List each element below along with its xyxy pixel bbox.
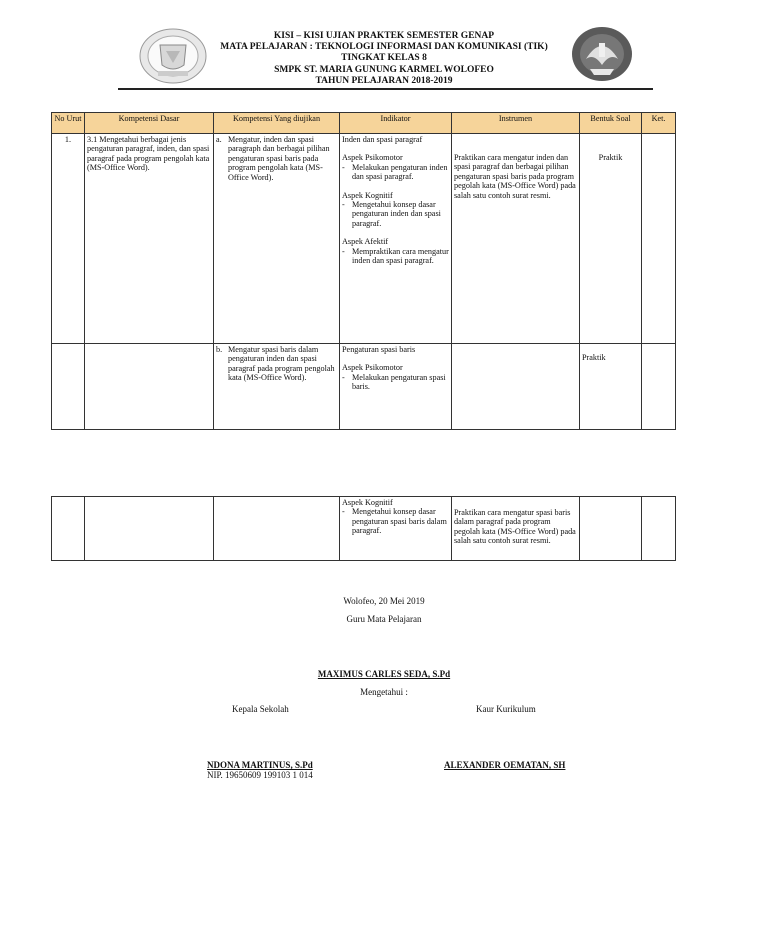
row3-no	[52, 497, 85, 561]
row1-ket	[642, 134, 676, 344]
row2-no	[52, 344, 85, 430]
row1-indikator: Inden dan spasi paragraf Aspek Psikomotor - Melakukan pengaturan inden dan spasi paragraf. Aspek Kognitif - Mengetahui konsep dasar pengaturan inden dan spasi paragraf. Aspek Afektif - Mempraktikan cara mengatur inden dan spasi paragraf.	[340, 134, 452, 344]
row3-kd	[85, 497, 214, 561]
row3-kog-item: Mengetahui konsep dasar pengaturan spasi baris dalam paragraf.	[352, 507, 447, 536]
continuation-table	[51, 496, 676, 561]
row1-afek-title: Aspek Afektif	[342, 237, 389, 247]
row3-kyd	[214, 497, 340, 561]
row2-kyd-text: Mengatur spasi baris dalam pengaturan inden dan spasi paragraf pada program pengolah kata (MS-Office Word).	[228, 345, 335, 383]
row1-no: 1.	[52, 134, 85, 344]
row2-indikator: Pengaturan spasi baris Aspek Psikomotor - Melakukan pengaturan spasi baris.	[340, 344, 452, 430]
row3-instrumen: Praktikan cara mengatur spasi baris dalam paragraf pada program pegolah kata (MS-Office Word) pada salah satu contoh surat resmi.	[452, 497, 580, 561]
row2-ind-title: Pengaturan spasi baris	[342, 345, 416, 354]
row2-kd	[85, 344, 214, 430]
row1-kyd-marker: a.	[216, 135, 222, 144]
header-line-1: KISI – KISI UJIAN PRAKTEK SEMESTER GENAP	[273, 31, 495, 41]
row1-afek-item: Mempraktikan cara mengatur inden dan spasi paragraf.	[352, 246, 449, 266]
teacher-role: Guru Mata Pelajaran	[346, 614, 422, 624]
acknowledged-label: Mengetahui :	[360, 687, 408, 697]
row2-kyd	[214, 344, 340, 430]
row3-kog-title: Aspek Kognitif	[342, 498, 393, 507]
col-header-kd: Kompetensi Dasar	[85, 113, 214, 134]
col-header-ket: Ket.	[642, 113, 676, 134]
header-line-4: SMPK ST. MARIA GUNUNG KARMEL WOLOFEO	[274, 65, 494, 75]
table-row	[52, 344, 676, 430]
row2-psiko-item: Melakukan pengaturan spasi baris.	[352, 372, 446, 392]
row2-ket	[642, 344, 676, 430]
row1-kog-title: Aspek Kognitif	[342, 190, 393, 200]
row1-kog-item: Mengetahui konsep dasar pengaturan inden dan spasi paragraf.	[352, 200, 441, 228]
table-row	[52, 497, 676, 561]
header-line-3: TINGKAT KELAS 8	[341, 53, 427, 63]
row2-psiko-title: Aspek Psikomotor	[342, 363, 403, 373]
col-header-bentuk: Bentuk Soal	[580, 113, 642, 134]
header-line-5: TAHUN PELAJARAN 2018-2019	[315, 76, 453, 86]
header-divider	[118, 88, 653, 90]
row2-kyd-marker: b.	[216, 345, 223, 354]
table-row	[52, 134, 676, 344]
grid-table	[51, 112, 676, 430]
col-header-instrumen: Instrumen	[452, 113, 580, 134]
teacher-name: MAXIMUS CARLES SEDA, S.Pd	[317, 669, 451, 679]
curriculum-title: Kaur Kurikulum	[476, 704, 536, 714]
table-header-row	[52, 113, 676, 134]
row1-kd: 3.1 Mengetahui berbagai jenis pengaturan paragraf, inden, dan spasi paragraf pada program pengolah kata (MS-Office Word).	[85, 134, 214, 344]
col-header-indikator: Indikator	[340, 113, 452, 134]
curriculum-name: ALEXANDER OEMATAN, SH	[444, 760, 566, 770]
principal-title: Kepala Sekolah	[232, 704, 289, 714]
row1-psiko-item: Melakukan pengaturan inden dan spasi paragraf.	[352, 162, 448, 182]
row3-bentuk	[580, 497, 642, 561]
row3-ket	[642, 497, 676, 561]
row1-kyd-text: Mengatur, inden dan spasi paragraph dan berbagai pilihan pengaturan spasi baris pada program pengolah kata (MS-Office Word).	[228, 135, 330, 182]
col-header-kyd: Kompetensi Yang diujikan	[214, 113, 340, 134]
row3-indikator: Aspek Kognitif - Mengetahui konsep dasar pengaturan spasi baris dalam paragraf.	[340, 497, 452, 561]
row1-ind-title: Inden dan spasi paragraf	[342, 135, 423, 144]
row1-instrumen: Praktikan cara mengatur inden dan spasi paragraf dan berbagai pilihan pengaturan spasi baris pada program pegolah kata (MS-Office Word) pada salah satu contoh surat resmi.	[452, 134, 580, 344]
row2-bentuk: Praktik	[580, 344, 642, 430]
principal-name: NDONA MARTINUS, S.Pd	[207, 760, 313, 770]
row1-psiko-title: Aspek Psikomotor	[342, 153, 403, 163]
header-line-2: MATA PELAJARAN : TEKNOLOGI INFORMASI DAN KOMUNIKASI (TIK)	[220, 42, 548, 52]
col-header-no: No Urut	[52, 113, 85, 134]
place-date: Wolofeo, 20 Mei 2019	[343, 596, 425, 606]
row2-instrumen	[452, 344, 580, 430]
principal-nip: NIP. 19650609 199103 1 014	[207, 770, 313, 780]
row1-kyd	[214, 134, 340, 344]
row1-bentuk: Praktik	[580, 134, 642, 344]
